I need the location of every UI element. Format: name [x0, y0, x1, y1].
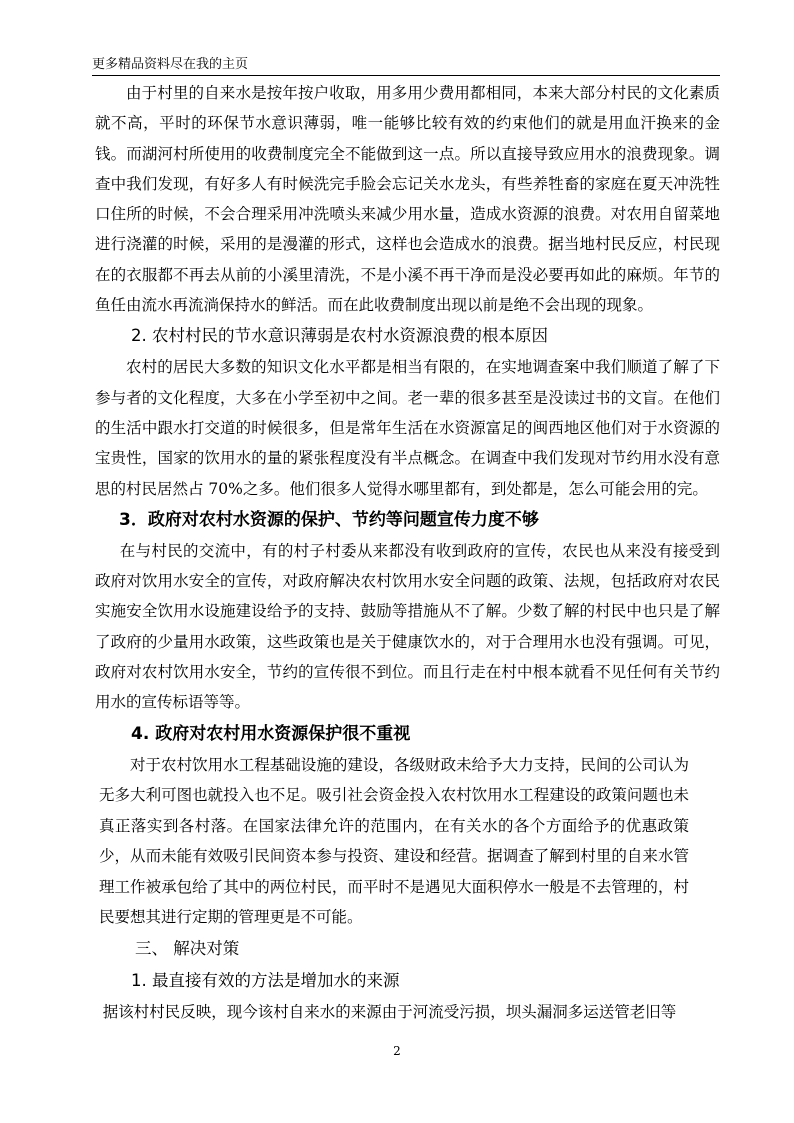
paragraph-education: 农村的居民大多数的知识文化水平都是相当有限的，在实地调查案中我们顺道了解了下参与者的文化程度，大多在小学至初中之间。老一辈的很多甚至是没读过书的文盲。在他们的生活中跟水打交道的时候很多，但是常年生活在水资源富足的闽西地区他们对于水资源的宝贵性，国家的饮用水的量的紧张程度没有半点概念。在调查中我们发现对节约用水没有意思的村民居然占 70%之多。他们很多人觉得水哪里都有，到处都是，怎么可能会用的完。 — [95, 358, 720, 498]
paragraph-water-fee: 由于村里的自来水是按年按户收取，用多用少费用都相同，本来大部分村民的文化素质就不高，平时的环保节水意识薄弱，唯一能够比较有效的约束他们的就是用血汗换来的金钱。而湖河村所使用的收费制度完全不能做到这一点。所以直接导致应用水的浪费现象。调查中我们发现，有好多人有时候洗完手脸会忘记关水龙头，有些养牲畜的家庭在夏天冲洗牲口住所的时候，不会合理采用冲洗喷头来减少用水量，造成水资源的浪费。对农用自留菜地进行浇灌的时候，采用的是漫灌的形式，这样也会造成水的浪费。据当地村民反应，村民现在的衣服都不再去从前的小溪里清洗，不是小溪不再干净而是没必要再如此的麻烦。年节的鱼任由流水再流淌保持水的鲜活。而在此收费制度出现以前是绝不会出现的现象。 — [95, 84, 720, 315]
paragraph-protection: 对于农村饮用水工程基础设施的建设，各级财政未给予大力支持，民间的公司认为无多大利可图也就投入也不足。吸引社会资金投入农村饮用水工程建设的政策问题也未真正落实到各村落。在国家法律允许的范围内，在有关水的各个方面给予的优惠政策少，从而未能有效吸引民间资本参与投资、建设和经营。据调查了解到村里的自来水管理工作被承包给了其中的两位村民，而平时不是遇见大面积停水一般是不去管理的，村民要想其进行定期的管理更是不可能。 — [99, 755, 689, 927]
section-heading-solutions: 三、 解决对策 — [135, 938, 240, 958]
page-number: 2 — [393, 1044, 401, 1058]
heading-publicity: 3．政府对农村水资源的保护、节约等问题宣传力度不够 — [119, 509, 539, 530]
paragraph-publicity: 在与村民的交流中，有的村子村委从来都没有收到政府的宣传，农民也从来没有接受到政府对饮用水安全的宣传，对政府解决农村饮用水安全问题的政策、法规，包括政府对农民实施安全饮用水设施建设给予的支持、鼓励等措施从不了解。少数了解的村民中也只是了解了政府的少量用水政策，这些政策也是关于健康饮水的，对于合理用水也没有强调。可见，政府对农村饮用水安全，节约的宣传很不到位。而且行走在村中根本就看不见任何有关节约用水的宣传标语等等。 — [95, 541, 720, 712]
heading-protection: 4. 政府对农村用水资源保护很不重视 — [131, 723, 411, 744]
page-header — [92, 56, 720, 74]
paragraph-water-source: 据该村村民反映，现今该村自来水的来源由于河流受污损，坝头漏洞多运送管老旧等 — [102, 1002, 677, 1021]
document-body — [95, 78, 720, 1027]
page-footer — [0, 1044, 794, 1058]
subheading-awareness: 2. 农村村民的节水意识薄弱是农村水资源浪费的根本原因 — [131, 326, 548, 346]
header-text: 更多精品资料尽在我的主页 — [92, 57, 249, 72]
subheading-water-source: 1. 最直接有效的方法是增加水的来源 — [131, 970, 400, 990]
header-rule — [92, 75, 720, 76]
